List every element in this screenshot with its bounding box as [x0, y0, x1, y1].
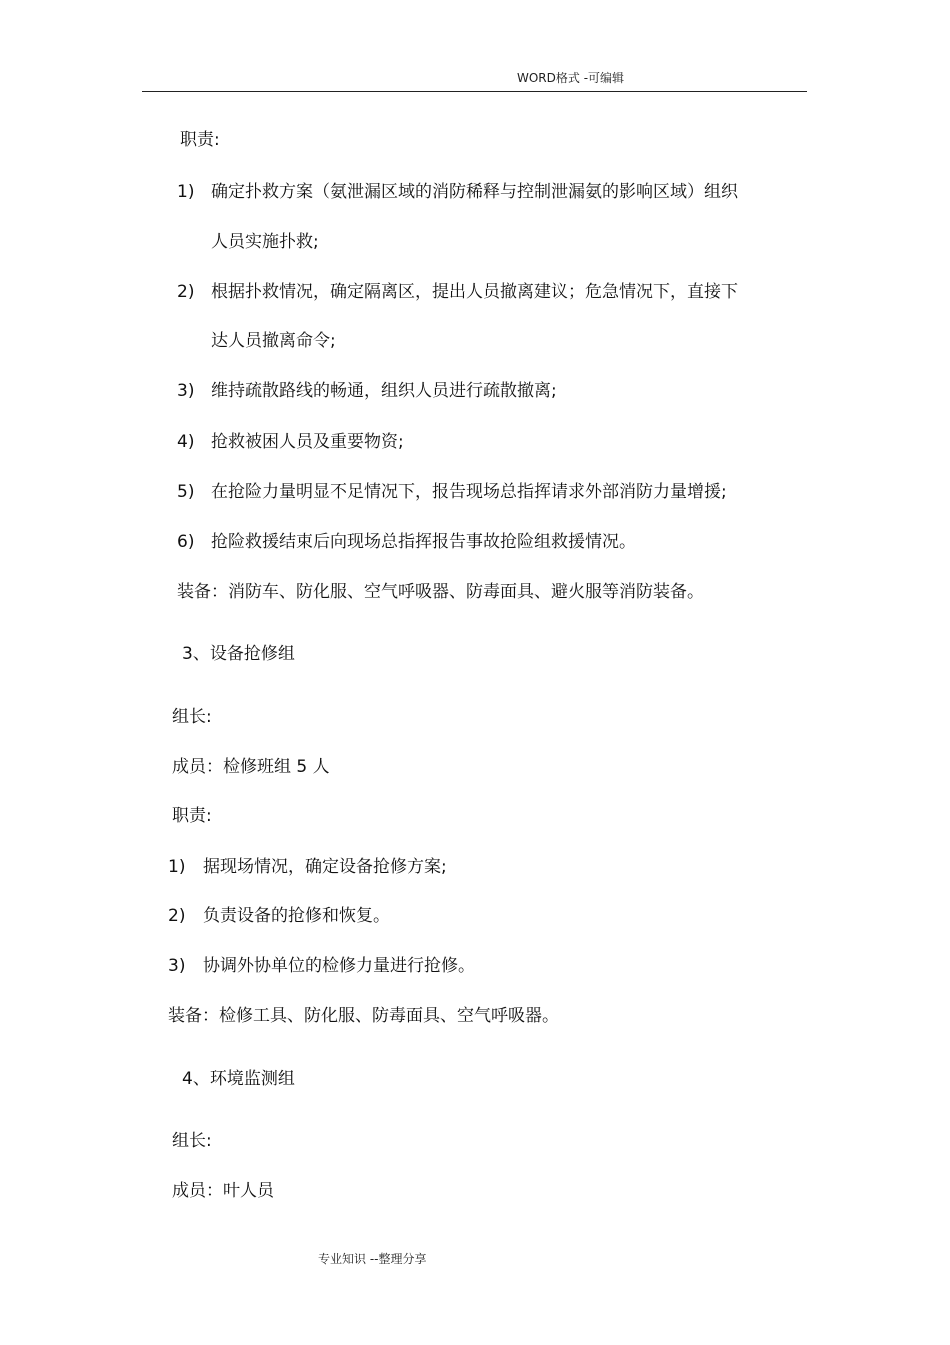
item-number: 4) [177, 432, 195, 452]
item-text: 抢险救援结束后向现场总指挥报告事故抢险组救援情况。 [211, 532, 636, 552]
header-rule [142, 91, 807, 92]
item-number: 1) [177, 182, 195, 202]
item-number: 1) [168, 857, 186, 877]
item-text: 确定扑救方案（氨泄漏区域的消防稀释与控制泄漏氨的影响区域）组织 [211, 182, 738, 202]
item-text-continued: 人员实施扑救; [211, 232, 319, 252]
members-text: 成员：检修班组 5 人 [172, 757, 330, 777]
equipment-text: 装备：检修工具、防化服、防毒面具、空气呼吸器。 [168, 1006, 559, 1026]
item-text: 负责设备的抢修和恢复。 [203, 906, 390, 926]
item-number: 6) [177, 532, 195, 552]
item-text: 协调外协单位的检修力量进行抢修。 [203, 956, 475, 976]
item-number: 5) [177, 482, 195, 502]
item-text: 据现场情况，确定设备抢修方案; [203, 857, 447, 877]
page-footer: 专业知识 --整理分享 [318, 1252, 427, 1266]
duties-label: 职责: [172, 806, 212, 826]
item-text: 维持疏散路线的畅通，组织人员进行疏散撤离; [211, 381, 557, 401]
equipment-text: 装备：消防车、防化服、空气呼吸器、防毒面具、避火服等消防装备。 [177, 582, 704, 602]
duties-label: 职责: [180, 130, 220, 150]
header-text: WORD格式 -可编辑 [517, 71, 625, 85]
section-title: 4、环境监测组 [182, 1069, 295, 1089]
item-number: 2) [168, 906, 186, 926]
leader-label: 组长: [172, 707, 212, 727]
leader-label: 组长: [172, 1131, 212, 1151]
item-number: 3) [177, 381, 195, 401]
section-title: 3、设备抢修组 [182, 644, 295, 664]
item-number: 2) [177, 282, 195, 302]
item-text: 在抢险力量明显不足情况下，报告现场总指挥请求外部消防力量增援; [211, 482, 727, 502]
item-text-continued: 达人员撤离命令; [211, 331, 336, 351]
item-text: 抢救被困人员及重要物资; [211, 432, 404, 452]
members-text: 成员：叶人员 [172, 1181, 274, 1201]
item-text: 根据扑救情况，确定隔离区，提出人员撤离建议；危急情况下，直接下 [211, 282, 738, 302]
item-number: 3) [168, 956, 186, 976]
